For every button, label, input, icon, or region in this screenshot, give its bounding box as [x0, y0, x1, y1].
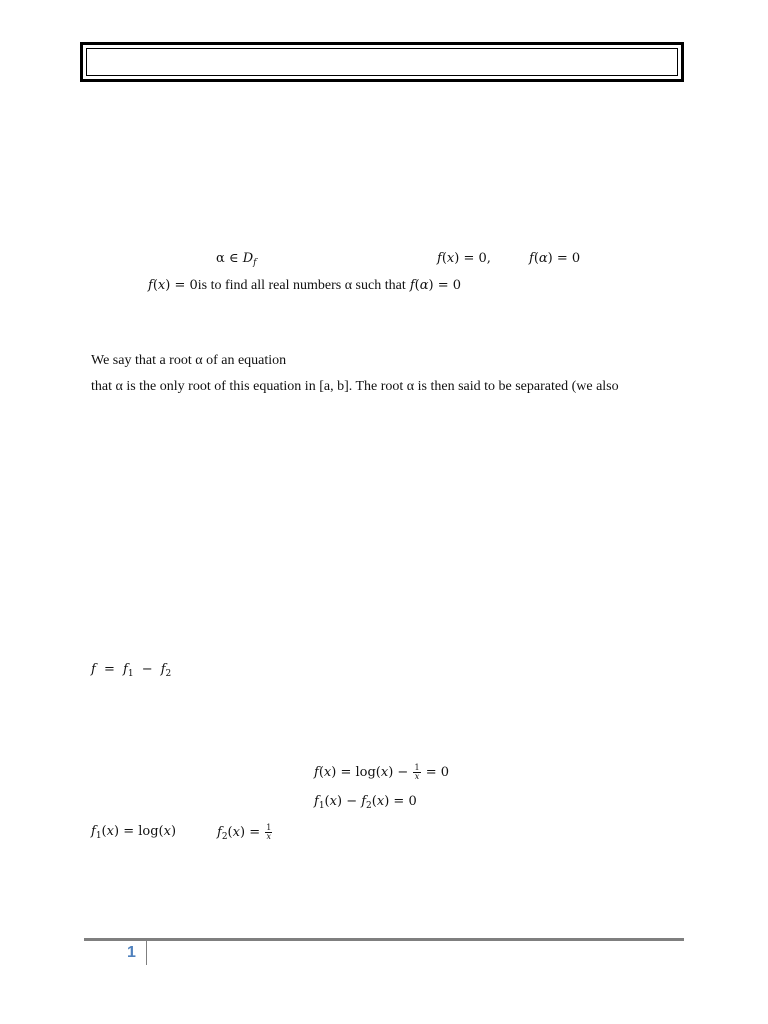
definition-fraction: $\frac{1}{x}$ — [266, 823, 272, 841]
header-title-inner — [86, 48, 678, 76]
page-number: 1 — [127, 944, 136, 961]
example-fraction: $\frac{1}{x}$ — [414, 763, 420, 781]
footer-rule — [84, 938, 684, 941]
alpha-in-domain: α ∈ $D_f$ — [216, 251, 257, 268]
equation-fx-zero: f(x) = 0, — [437, 251, 491, 266]
decomposition-equation: $f = f_1 - f_2$ — [91, 662, 172, 679]
definition-f2: $f_2(x)$ = $\frac{1}{x}$ — [217, 823, 272, 842]
example-equation: f(x) = log(x) − $\frac{1}{x}$ = 0 — [314, 763, 449, 781]
equation-falpha-zero: f(α) = 0 — [529, 251, 581, 266]
page-number-divider — [146, 941, 147, 965]
paragraph-line-2: that α is the only root of this equation in [a, b]. The root α is then said to be separated (we also — [91, 379, 619, 394]
paragraph-line-1: We say that a root α of an equation — [91, 353, 287, 368]
header-title-box — [80, 42, 684, 82]
problem-statement-line: f(x) = 0is to find all real numbers α such that f(α) = 0 — [148, 278, 462, 293]
definition-f1: $f_1(x) = \log(x)$ — [91, 824, 177, 841]
example-split-equation: $f_1(x) - f_2(x) = 0$ — [314, 794, 417, 811]
